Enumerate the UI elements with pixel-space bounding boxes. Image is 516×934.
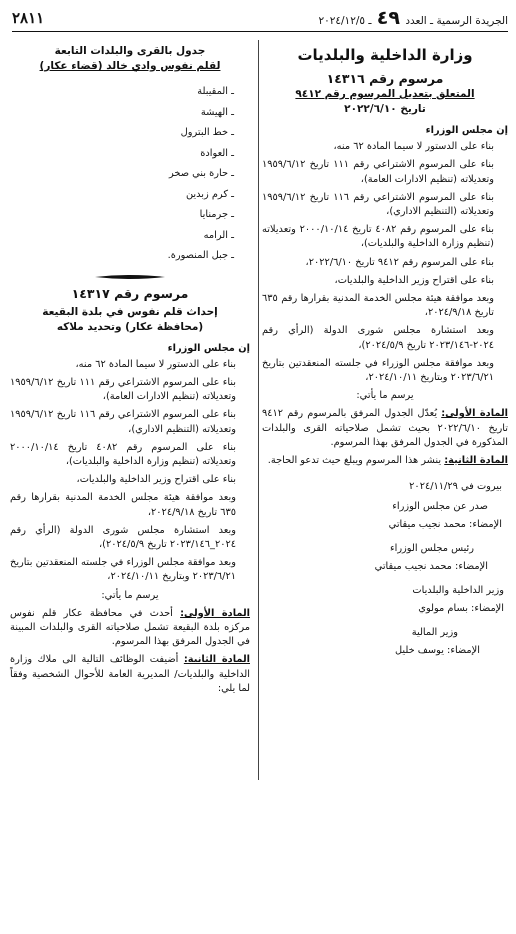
article-2-text: أضيفت الوظائف التالية الى ملاك وزارة الداخلية والبلديات/ المديرية العامة للأحوال الشخصية وفقاً لما يلي: — [10, 654, 250, 694]
preamble-item: بناء على المرسوم الاشتراعي رقم ١١٦ تاريخ ١٩٥٩/٦/١٢ وتعديلاته (التنظيم الاداري)، — [262, 191, 494, 218]
preamble-item: بناء على اقتراح وزير الداخلية والبلديات، — [334, 274, 494, 286]
article-1 — [262, 407, 508, 450]
list-item: ـ العوادة — [200, 147, 234, 159]
pm-title: رئيس مجلس الوزراء — [390, 543, 474, 555]
decree-14317-subject: إحداث قلم نفوس في بلدة البقيعة — [42, 305, 218, 318]
preamble-list — [262, 140, 508, 385]
article-2-text: ينشر هذا المرسوم ويبلغ حيث تدعو الحاجة. — [267, 455, 445, 467]
preamble-item: بناء على المرسوم الاشتراعي رقم ١١١ تاريخ ١٩٥٩/٦/١٢ وتعديلاته (تنظيم الادارات العامة)، — [262, 159, 494, 185]
signature-2: الإمضاء: محمد نجيب ميقاتي — [374, 561, 488, 573]
ministry-heading: وزارة الداخلية والبلديات — [297, 46, 473, 64]
preamble-item: بناء على اقتراح وزير الداخلية والبلديات، — [76, 474, 236, 486]
preamble-item: وبعد موافقة هيئة مجلس الخدمة المدنية بقرارها رقم ٦٣٥ تاريخ ٢٠٢٤/٩/١٨، — [10, 492, 236, 518]
preamble-item: بناء على المرسوم رقم ٤٠٨٢ تاريخ ٢٠٠٠/١٠/١٤ وتعديلاته (تنظيم وزارة الداخلية والبلديات)، — [10, 441, 236, 467]
ornament-icon — [95, 273, 165, 281]
preamble-item: وبعد موافقة مجلس الوزراء في جلسته المنعقدتين بتاريخ ٢٠٢٣/٦/٢١ وبتاريخ ٢٠٢٤/١٠/١١، — [262, 357, 494, 384]
right-column — [262, 40, 508, 658]
signature-3: الإمضاء: بسام مولوي — [418, 603, 504, 615]
preamble-item: وبعد موافقة هيئة مجلس الخدمة المدنية بقرارها رقم ٦٣٥ تاريخ ٢٠٢٤/٩/١٨، — [262, 293, 494, 319]
preamble-list — [10, 358, 250, 585]
village-list — [10, 82, 250, 267]
list-item: ـ كرم زبدين — [185, 188, 234, 200]
page-number: ٢٨١١ — [12, 8, 45, 27]
finance-title: وزير المالية — [411, 627, 458, 639]
decree-14317-subject-2: (محافظة عكار) وتحديد ملاكه — [56, 320, 204, 333]
list-item: ـ خط البترول — [180, 127, 234, 138]
preamble-item: بناء على المرسوم الاشتراعي رقم ١١٦ تاريخ ١٩٥٩/٦/١٢ وتعديلاته (التنظيم الاداري)، — [10, 409, 236, 435]
issue-number: ٤٩ — [376, 6, 400, 29]
issue-date: ـ ٢٠٢٤/١٢/٥ — [318, 14, 372, 27]
place-date: بيروت في ٢٠٢٤/١١/٢٩ — [409, 481, 502, 493]
article-1-label: المادة الأولى: — [441, 408, 508, 420]
council-heading: إن مجلس الوزراء — [167, 342, 250, 354]
village-table-subtitle: لقلم نفوس وادي خالد (قضاء عكار) — [39, 60, 221, 72]
article-1-label: المادة الأولى: — [180, 607, 250, 619]
left-column — [10, 40, 250, 696]
preamble-item: بناء على المرسوم رقم ٩٤١٢ تاريخ ٢٠٢٢/٦/١٠، — [305, 256, 494, 268]
preamble-item: وبعد استشارة مجلس شورى الدولة (الرأي رقم ٢٠٢٤-٢٠٢٣/١٤٦ تاريخ ٢٠٢٤/٥/٩)، — [262, 325, 494, 351]
preamble-item: بناء على الدستور لا سيما المادة ٦٢ منه، — [333, 141, 494, 153]
gazette-name: الجريدة الرسمية ـ العدد — [405, 14, 508, 27]
village-table-title: جدول بالقرى والبلدات التابعة — [54, 45, 206, 57]
list-item: ـ الرامه — [203, 229, 234, 241]
decrees-line: يرسم ما يأتي: — [356, 390, 414, 402]
signature-4: الإمضاء: يوسف خليل — [395, 645, 480, 657]
preamble-item: وبعد موافقة مجلس الوزراء في جلسته المنعقدتين بتاريخ ٢٠٢٣/٦/٢١ وبتاريخ ٢٠٢٤/١٠/١١، — [10, 557, 236, 583]
decree-14316-title: مرسوم رقم ١٤٣١٦ — [326, 71, 444, 86]
page-header — [12, 4, 508, 32]
council-heading: إن مجلس الوزراء — [425, 125, 508, 136]
article-2 — [10, 653, 250, 696]
preamble-item: بناء على المرسوم الاشتراعي رقم ١١١ تاريخ ١٩٥٩/٦/١٢ وتعديلاته (تنظيم الادارات العامة)، — [10, 376, 236, 403]
signature-1: الإمضاء: محمد نجيب ميقاتي — [388, 519, 502, 531]
preamble-item: بناء على المرسوم رقم ٤٠٨٢ تاريخ ٢٠٠٠/١٠/١٤ وتعديلاته (تنظيم وزارة الداخلية والبلديات)، — [262, 224, 494, 250]
list-item: ـ الهيشة — [200, 106, 234, 118]
preamble-item: بناء على الدستور لا سيما المادة ٦٢ منه، — [75, 358, 236, 370]
column-divider — [258, 40, 259, 780]
list-item: ـ جرمنايا — [199, 209, 234, 220]
article-1-text: يُعدّل الجدول المرفق بالمرسوم رقم ٩٤١٢ تاريخ ٢٠٢٢/٦/١٠ بحيث تشمل صلاحياته القرى والبلدات المذكورة في الجدول المرفق بهذا المرسوم. — [262, 408, 508, 448]
list-item: ـ حارة بني صخر — [168, 168, 234, 179]
article-2-label: المادة الثانية: — [444, 455, 508, 467]
list-item: ـ المقيبلة — [197, 86, 234, 97]
list-item: ـ جبل المنصورة. — [167, 250, 234, 261]
decrees-line: يرسم ما يأتي: — [101, 589, 159, 601]
interior-title: وزير الداخلية والبلديات — [412, 585, 504, 597]
issued-by: صدر عن مجلس الوزراء — [392, 501, 488, 513]
gazette-header-line — [318, 7, 508, 29]
decree-14316-subject: المتعلق بتعديل المرسوم رقم ٩٤١٢ — [295, 88, 475, 100]
article-2-label: المادة الثانية: — [183, 654, 250, 666]
decree-14317-title: مرسوم رقم ١٤٣١٧ — [71, 285, 189, 301]
article-1-text: أحدث في محافظة عكار قلم نفوس مركزه بلدة البقيعة تشمل صلاحياته القرى والبلدات المبينة في الجدول المرفق بهذا المرسوم. — [10, 607, 250, 648]
ornament-divider — [10, 273, 250, 281]
preamble-item: وبعد استشارة مجلس شورى الدولة (الرأي رقم ٢٠٢٤_٢٠٢٣/١٤٦ تاريخ ٢٠٢٤/٥/٩)، — [10, 524, 236, 550]
decree-14316-date: تاريخ ٢٠٢٢/٦/١٠ — [344, 103, 426, 115]
article-1 — [10, 607, 250, 650]
article-2 — [262, 454, 508, 468]
